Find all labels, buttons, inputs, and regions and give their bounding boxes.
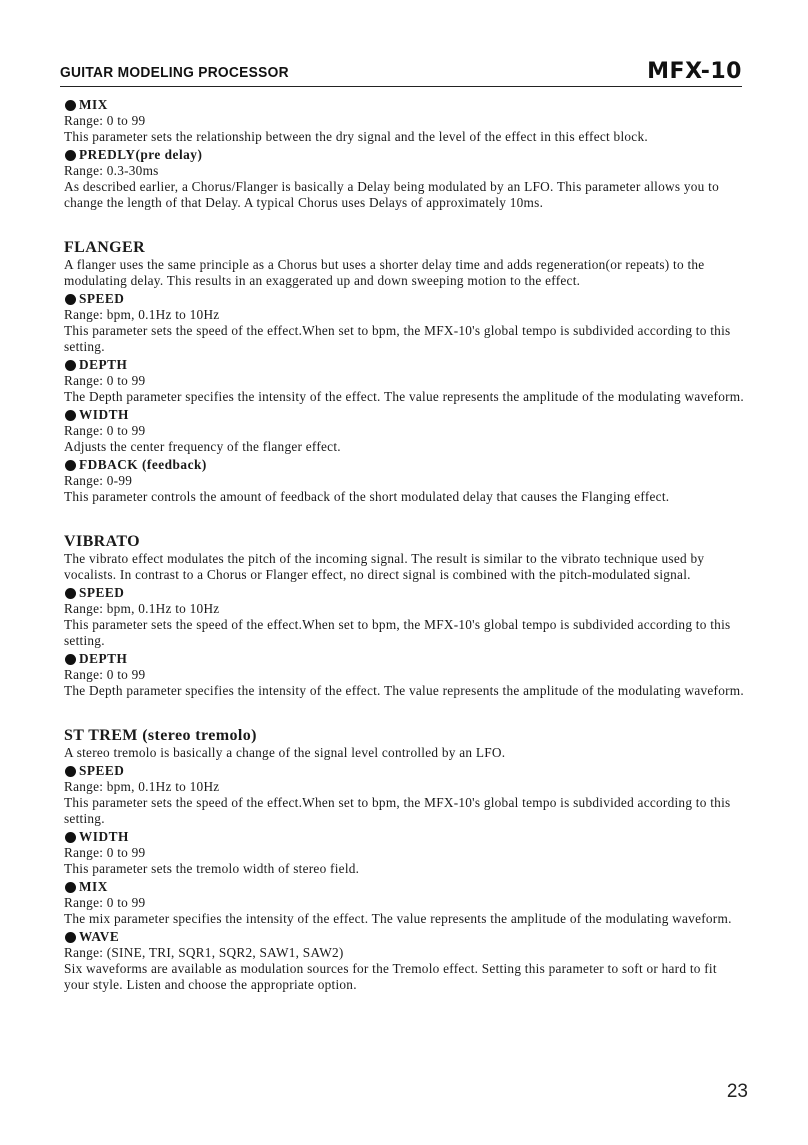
param-name: MIX (79, 97, 108, 112)
section-intro: A stereo tremolo is basically a change of the signal level controlled by an LFO. (64, 745, 506, 760)
param-name: SPEED (79, 585, 125, 600)
page-number: 23 (726, 1081, 748, 1102)
param-name: WIDTH (79, 829, 129, 844)
param-range: Range: 0-99 (64, 473, 133, 488)
param-range: Range: 0 to 99 (64, 895, 146, 910)
param-range: Range: 0 to 99 (64, 373, 146, 388)
param-mix (64, 879, 744, 927)
param-range: Range: bpm, 0.1Hz to 10Hz (64, 601, 220, 616)
bullet-icon (65, 832, 76, 843)
bullet-icon (65, 360, 76, 371)
param-speed (64, 291, 744, 355)
section-intro: The vibrato effect modulates the pitch of the incoming signal. The result is similar to the vibrato technique used by vocalists. In contrast to a Chorus or Flanger effect, no direct signal is combined with the pitch-modulated signal. (64, 551, 705, 582)
param-wave (64, 929, 744, 993)
param-name: FDBACK (feedback) (79, 457, 207, 472)
param-name: MIX (79, 879, 108, 894)
section-title: FLANGER (64, 239, 146, 256)
section-title: VIBRATO (64, 533, 141, 550)
bullet-icon (65, 150, 76, 161)
section-flanger (64, 239, 744, 505)
param-range: Range: bpm, 0.1Hz to 10Hz (64, 307, 220, 322)
param-description: The Depth parameter specifies the intensity of the effect. The value represents the amplitude of the modulating waveform. (64, 389, 744, 404)
section-title: ST TREM (stereo tremolo) (64, 727, 257, 744)
param-description: As described earlier, a Chorus/Flanger is basically a Delay being modulated by an LFO. This parameter allows you to change the length of that Delay. A typical Chorus uses Delays of approximately 10ms. (64, 179, 719, 210)
param-range: Range: 0 to 99 (64, 113, 146, 128)
param-name: SPEED (79, 291, 125, 306)
param-name: DEPTH (79, 357, 128, 372)
param-mix (64, 97, 744, 145)
bullet-icon (65, 100, 76, 111)
param-width (64, 407, 744, 455)
param-name: WIDTH (79, 407, 129, 422)
bullet-icon (65, 588, 76, 599)
bullet-icon (65, 932, 76, 943)
section-st-trem (64, 727, 744, 993)
param-range: Range: (SINE, TRI, SQR1, SQR2, SAW1, SAW2) (64, 945, 344, 960)
bullet-icon (65, 410, 76, 421)
param-depth (64, 357, 744, 405)
param-name: SPEED (79, 763, 125, 778)
model-logo: MFX-10 (647, 59, 742, 84)
param-description: This parameter sets the speed of the effect.When set to bpm, the MFX-10's global tempo is subdivided according to this setting. (64, 617, 731, 648)
section-intro: A flanger uses the same principle as a Chorus but uses a shorter delay time and adds regeneration(or repeats) to the modulating delay. This results in an exaggerated up and down sweeping motion to the effect. (64, 257, 705, 288)
param-speed (64, 585, 744, 649)
section-chorus-continued (64, 97, 744, 211)
param-range: Range: 0 to 99 (64, 845, 146, 860)
param-speed (64, 763, 744, 827)
bullet-icon (65, 294, 76, 305)
param-description: The Depth parameter specifies the intensity of the effect. The value represents the amplitude of the modulating waveform. (64, 683, 744, 698)
bullet-icon (65, 766, 76, 777)
param-width (64, 829, 744, 877)
param-range: Range: 0 to 99 (64, 667, 146, 682)
bullet-icon (65, 460, 76, 471)
document-title: GUITAR MODELING PROCESSOR (60, 65, 289, 81)
param-range: Range: 0 to 99 (64, 423, 146, 438)
param-description: The mix parameter specifies the intensity of the effect. The value represents the amplitude of the modulating waveform. (64, 911, 732, 926)
param-range: Range: 0.3-30ms (64, 163, 159, 178)
param-description: Six waveforms are available as modulation sources for the Tremolo effect. Setting this parameter to soft or hard to fit your style. Listen and choose the appropriate option. (64, 961, 717, 992)
bullet-icon (65, 654, 76, 665)
param-name: WAVE (79, 929, 120, 944)
manual-content (64, 97, 744, 1021)
page-header (60, 59, 742, 87)
bullet-icon (65, 882, 76, 893)
param-description: This parameter sets the speed of the effect.When set to bpm, the MFX-10's global tempo is subdivided according to this setting. (64, 795, 731, 826)
param-description: This parameter sets the speed of the effect.When set to bpm, the MFX-10's global tempo is subdivided according to this setting. (64, 323, 731, 354)
param-description: Adjusts the center frequency of the flanger effect. (64, 439, 341, 454)
param-name: PREDLY(pre delay) (79, 147, 203, 162)
param-fdback (64, 457, 744, 505)
section-vibrato (64, 533, 744, 699)
param-predly (64, 147, 744, 211)
param-name: DEPTH (79, 651, 128, 666)
param-description: This parameter sets the relationship between the dry signal and the level of the effect in this effect block. (64, 129, 648, 144)
param-depth (64, 651, 744, 699)
param-range: Range: bpm, 0.1Hz to 10Hz (64, 779, 220, 794)
param-description: This parameter sets the tremolo width of stereo field. (64, 861, 360, 876)
param-description: This parameter controls the amount of feedback of the short modulated delay that causes the Flanging effect. (64, 489, 670, 504)
